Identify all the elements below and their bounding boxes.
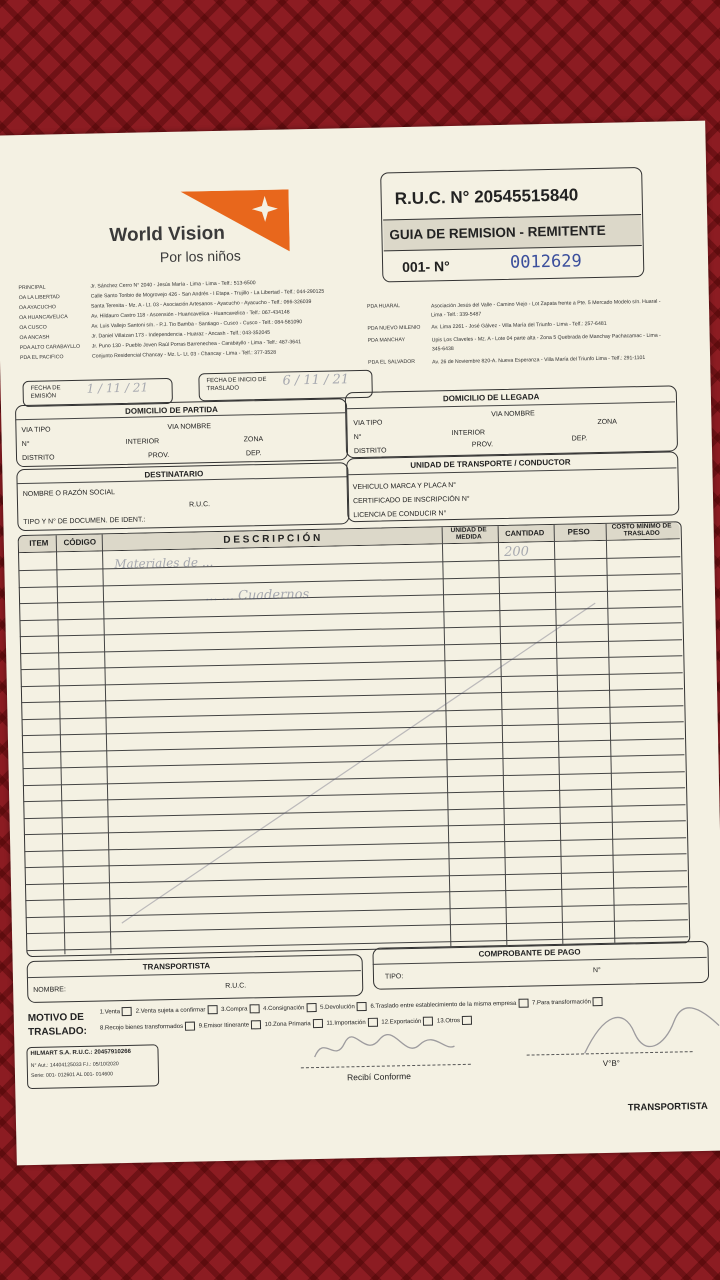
- motivo-title-2: TRASLADO:: [27, 1025, 88, 1039]
- checkbox[interactable]: [249, 1004, 259, 1013]
- llegada-n: N°: [353, 433, 362, 442]
- llegada-interior: INTERIOR: [451, 429, 486, 438]
- transportista-signature-label: TRANSPORTISTA: [627, 1100, 708, 1114]
- checkbox[interactable]: [357, 1002, 367, 1011]
- document-sheet: World Vision Por los niños R.U.C. N° 20545515840 GUIA DE REMISION - REMITENTE 001- N° 0012629 PRINCIPAL Jr. Sánchez Cerro N° 2040 - Jesús María - Lima - Lima - Telf.: 513-6500 OA LA LIBERTAD Calle Santo Toribio de Mogrovejo 426 - San Andrés - I Etapa - Trujillo - La Libertad - Telf.: 044-290125 OA AYACUCHO Santa Teresita - Mz. A - Lt. 03 - Asociación Artesanos - Ayacucho - Ayacucho - Telf.: 066-326039 OA HUANCAVELICA Av. Hildauro Castro 118 - Ascensión - Huancavelica - Huancavelica - Telf.: 067-434148 OA CUSCO Av. Luis Vallejo Santoni s/n. - P.J. Tio Bamba - Santiago - Cusco - Cusco - Telf.: 084-581090 OA ANCASH Jr. Daniel Villaizan 173 - Independencia - Huaraz - Ancash - Telf.: 043-352045 PDA ALTO CARABAYLLO Jr. Puno 130 - Pueblo Joven Raúl Porras Barrenechea - Carabayllo - Lima - Telf.: 487-3641 PDA EL PACIFICO Conjunto Residencial Chancay - Mz. L- Lt. 03 - Chancay - Lima - Telf.: 377-3528 PDA HUARAL Asociación Jesús del Valle - Camino Viejo - Lot Zapata frente a Pte. 5 Mercado Modelo s/n. Huaral - Lima - Telf.: 339-5487 PDA NUEVO MILENIO Av. Lima 2261 - José Gálvez - Villa María del Triunfo - Lima - Telf.: 257-6481 PDA MANCHAY Upis Los Claveles - Mz. A - Lote 04 parte alta - Zona 5 Quebrada de Manchay Pachacamac - Lima - 345-6438 PDA EL SALVADOR Av. 26 de Noviembre 820-A. Nueva Esperanza - Villa María del Triunfo Lima - Telf.: 291-1101 FECHA DE EMISIÓN 1 / 11 / 21 FECHA DE INICIO DE TRASLADO 6 / 11 / 21 DOMICILIO DE PARTIDA VIA TIPO VIA NOMBRE N° INTERIOR ZONA DISTRITO PROV. DEP. DOMICILIO DE LLEGADA VIA TIPO VIA NOMBRE N° INTERIOR ZONA DISTRITO PROV. DEP. DESTINATARIO NOMBRE O RAZÓN SOCIAL R.U.C. TIPO Y N° DE DOCUMEN. DE IDENT.: UNIDAD DE TRANSPORTE / CONDUCTOR VEHICULO MARCA Y PLACA N° CERTIFICADO DE INSCRIPCIÓN N° LICENCIA DE CONDUCIR N° ITEM CÓDIGO D E S C R I P C I Ó N UNIDAD DE MEDIDA CANTIDAD PESO COSTO MÍNIMO DE TRASLADO 200 Materiales de ... ... ... Cuadernos TRANSPORTISTA NOMBRE: R.U.C. COMPROBANTE DE PAGO TIPO: N° MOTIVO DE TRASLADO: 1.Venta 2.Venta sujeta a confirmar 3.Compra 4.Consignación 5.Devolución 6.Traslado entre establecimiento de la misma empresa 7.Para transformación 8.Recojo bienes transformados 9.Emisor Itinerante 10.Zona Primaria 11.Importación 12.Exportación 13.Otros HILMART S.A. R.U.C.: 20457910266 N° Aut.: 14404125033 F.I.: 05/10/2020 Serie: 001- 012601 AL 001- 014600 Recibí Conforme V°B° TRANSPORTISTA: [0, 121, 720, 1166]
- serie-label: 001- N°: [401, 258, 450, 276]
- handwritten-descripcion: Materiales de ...: [114, 555, 214, 572]
- motivo-option: 2.Venta sujeta a confirmar: [136, 1007, 220, 1015]
- comprobante-tipo: TIPO:: [384, 973, 404, 981]
- table-grid: [0, 121, 705, 136]
- partida-prov: PROV.: [147, 451, 170, 460]
- partida-via-nombre: VIA NOMBRE: [167, 423, 212, 432]
- fecha-emision-value: 1 / 11 / 21: [86, 380, 149, 396]
- destinatario-ruc: R.U.C.: [189, 501, 211, 509]
- col-cantidad: CANTIDAD: [505, 528, 545, 538]
- llegada-via-tipo: VIA TIPO: [353, 419, 383, 428]
- llegada-via-nombre: VIA NOMBRE: [491, 410, 535, 419]
- checkbox[interactable]: [207, 1005, 217, 1014]
- handwritten-descripcion-2: ... ... Cuadernos: [204, 587, 310, 605]
- org-name: World Vision: [109, 222, 226, 247]
- transporte-vehiculo: VEHICULO MARCA Y PLACA N°: [352, 481, 457, 492]
- motivo-option: 3.Compra: [221, 1006, 261, 1013]
- transporte-title: UNIDAD DE TRANSPORTE / CONDUCTOR: [410, 457, 571, 470]
- motivo-option: 1.Venta: [100, 1009, 134, 1016]
- checkbox[interactable]: [518, 999, 528, 1008]
- checkbox[interactable]: [313, 1019, 323, 1028]
- motivo-option: 10.Zona Primaria: [265, 1021, 325, 1028]
- motivo-option: 5.Devolución: [320, 1004, 369, 1011]
- diagonal-strike-mark: [105, 593, 612, 933]
- transportista-ruc: R.U.C.: [225, 982, 247, 990]
- partida-zona: ZONA: [243, 436, 264, 444]
- llegada-prov: PROV.: [471, 441, 494, 449]
- motivo-option: 4.Consignación: [263, 1005, 318, 1012]
- vb-label: V°B°: [602, 1058, 621, 1069]
- motivo-option: 8.Recojo bienes transformados: [100, 1024, 197, 1032]
- checkbox[interactable]: [368, 1018, 378, 1027]
- recibi-conforme: Recibí Conforme: [346, 1071, 411, 1083]
- transportista-nombre: NOMBRE:: [33, 986, 66, 994]
- destinatario-title: DESTINATARIO: [144, 469, 204, 480]
- partida-interior: INTERIOR: [125, 438, 160, 446]
- printer-aut: N° Aut.: 14404125033 F.I.: 05/10/2020: [30, 1061, 119, 1070]
- partida-distrito: DISTRITO: [21, 454, 55, 463]
- doc-number: 0012629: [509, 251, 582, 273]
- checkbox[interactable]: [423, 1017, 433, 1026]
- motivo-option: 13.Otros: [437, 1018, 474, 1025]
- motivo-option: 9.Emisor Itinerante: [199, 1022, 263, 1029]
- motivo-option: 12.Exportación: [381, 1019, 435, 1026]
- col-unidad: UNIDAD DE MEDIDA: [450, 526, 487, 541]
- motivo-option: 7.Para transformación: [532, 999, 605, 1007]
- ruc-number: R.U.C. N° 20545515840: [394, 185, 579, 209]
- printer-name: HILMART S.A. R.U.C.: 20457910266: [30, 1048, 131, 1058]
- motivo-option: 6.Traslado entre establecimiento de la misma empresa: [370, 1001, 530, 1010]
- comprobante-n: N°: [592, 967, 601, 975]
- col-codigo: CÓDIGO: [63, 537, 97, 548]
- transporte-licencia: LICENCIA DE CONDUCIR N°: [353, 510, 447, 520]
- motivo-title-1: MOTIVO DE: [27, 1011, 85, 1025]
- fecha-inicio-label: FECHA DE INICIO DE TRASLADO: [206, 376, 267, 393]
- col-costo: COSTO MÍNIMO DE TRASLADO: [611, 522, 672, 538]
- motivo-option: 11.Importación: [326, 1020, 379, 1027]
- printer-serie: Serie: 001- 012601 AL 001- 014600: [30, 1071, 114, 1080]
- comprobante-title: COMPROBANTE DE PAGO: [478, 947, 581, 959]
- destinatario-nombre: NOMBRE O RAZÓN SOCIAL: [22, 489, 116, 499]
- checkbox[interactable]: [185, 1022, 195, 1031]
- transportista-title: TRANSPORTISTA: [142, 961, 211, 972]
- llegada-dep: DEP.: [571, 435, 588, 443]
- llegada-distrito: DISTRITO: [353, 447, 387, 456]
- col-descripcion: D E S C R I P C I Ó N: [223, 532, 321, 546]
- fecha-inicio-value: 6 / 11 / 21: [282, 372, 350, 389]
- checkbox[interactable]: [122, 1007, 132, 1016]
- partida-n: N°: [21, 440, 30, 449]
- transporte-certificado: CERTIFICADO DE INSCRIPCIÓN N°: [352, 495, 470, 506]
- destinatario-tipo-doc: TIPO Y N° DE DOCUMEN. DE IDENT.:: [23, 516, 146, 527]
- llegada-title: DOMICILIO DE LLEGADA: [442, 392, 540, 404]
- checkbox[interactable]: [462, 1016, 472, 1025]
- col-item: ITEM: [29, 538, 49, 548]
- partida-dep: DEP.: [245, 450, 262, 458]
- partida-title: DOMICILIO DE PARTIDA: [125, 404, 218, 416]
- col-peso: PESO: [567, 527, 590, 537]
- org-tagline: Por los niños: [159, 247, 241, 266]
- handwritten-cantidad: 200: [503, 544, 530, 560]
- checkbox[interactable]: [306, 1003, 316, 1012]
- partida-via-tipo: VIA TIPO: [21, 426, 51, 435]
- doc-type: GUIA DE REMISION - REMITENTE: [389, 222, 606, 243]
- llegada-zona: ZONA: [597, 418, 617, 426]
- fecha-emision-label: FECHA DE EMISIÓN: [30, 385, 61, 400]
- signature-recibi: [304, 1026, 465, 1069]
- checkbox[interactable]: [251, 1020, 261, 1029]
